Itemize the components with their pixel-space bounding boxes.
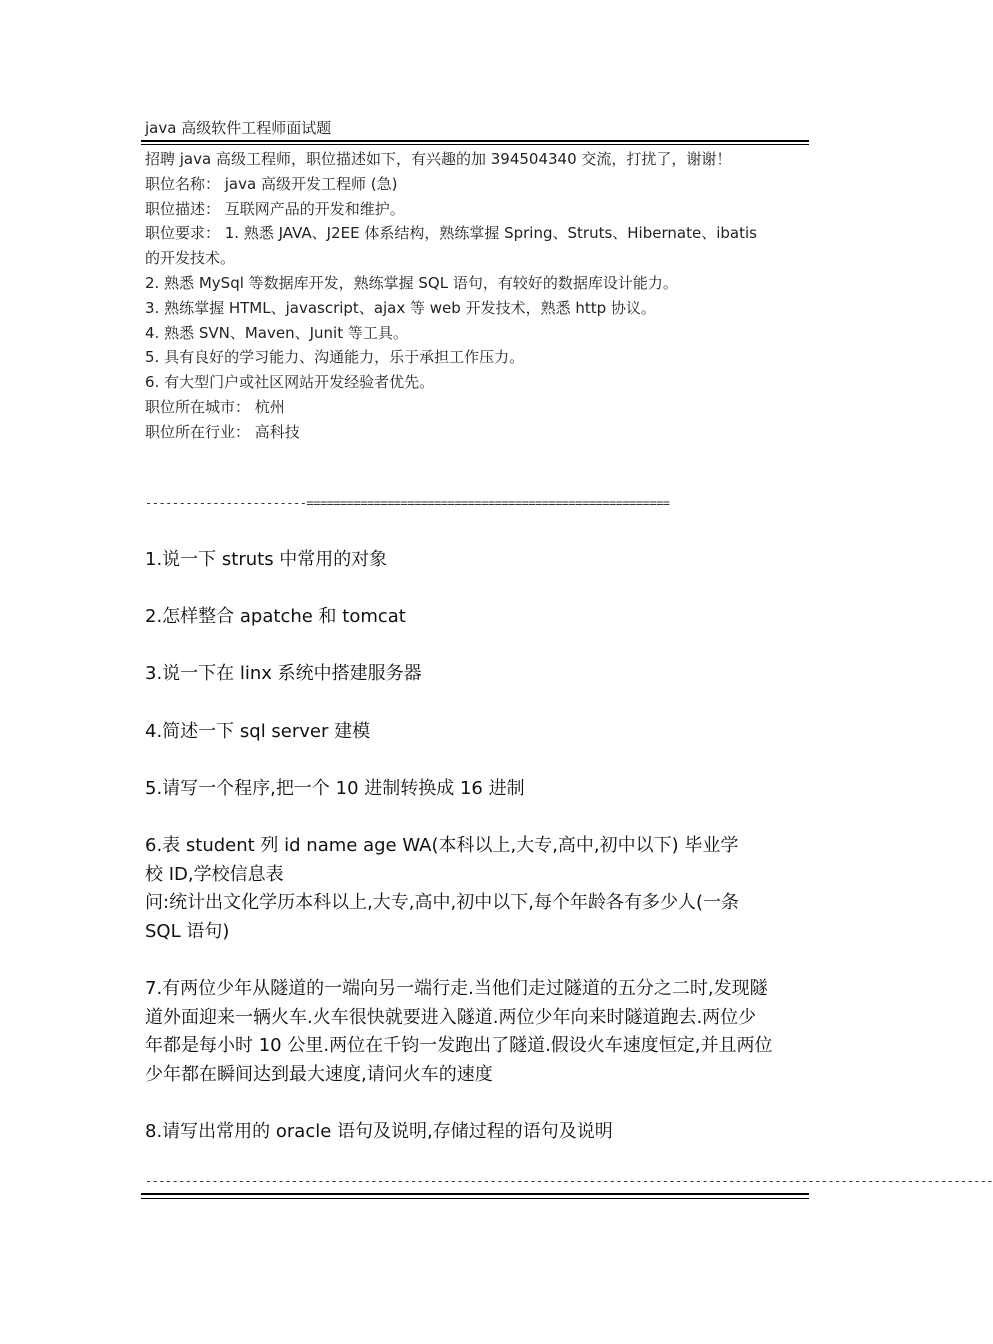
question-line: 5.请写一个程序,把一个 10 进制转换成 16 进制 [145, 777, 525, 799]
job-intro: 招聘 java 高级工程师，职位描述如下，有兴趣的加 394504340 交流，打扰了，谢谢！ [145, 150, 732, 168]
job-requirement-6: 6. 有大型门户或社区网站开发经验者优先。 [145, 373, 435, 392]
job-requirement-2: 2. 熟悉 MySql 等数据库开发，熟练掌握 SQL 语句，有较好的数据库设计能力。 [145, 273, 678, 292]
question-item [145, 660, 810, 689]
question-line: 2.怎样整合 apatche 和 tomcat [145, 606, 406, 628]
question-item [145, 1118, 810, 1147]
question-item [145, 775, 810, 804]
question-line: 3.说一下在 linx 系统中搭建服务器 [145, 663, 422, 685]
question-line: 6.表 student 列 id name age WA(本科以上,大专,高中,初中以下) 毕业学 [145, 834, 739, 856]
question-line: 道外面迎来一辆火车.火车很快就要进入隧道.两位少年向来时隧道跑去.两位少 [145, 1006, 757, 1028]
job-city-line: 职位所在城市： 杭州 [145, 397, 285, 416]
job-posting [145, 147, 810, 445]
question-line: 7.有两位少年从隧道的一端向另一端行走.当他们走过隧道的五分之二时,发现隧 [145, 977, 768, 999]
page-header-title: java 高级软件工程师面试题 [145, 119, 332, 137]
footer-rule-thin [141, 1198, 809, 1199]
header-rule-thick [141, 140, 809, 142]
question-line: 4.简述一下 sql server 建模 [145, 720, 371, 742]
job-requirement-4: 4. 熟悉 SVN、Maven、Junit 等工具。 [145, 323, 408, 342]
job-requirement-5: 5. 具有良好的学习能力、沟通能力，乐于承担工作压力。 [145, 348, 525, 367]
question-line: 少年都在瞬间达到最大速度,请问火车的速度 [145, 1063, 493, 1085]
job-requirement-1-cont: 的开发技术。 [145, 249, 236, 268]
job-requirement-1: 职位要求： 1. 熟悉 JAVA、J2EE 体系结构，熟练掌握 Spring、Struts、Hibernate、ibatis [145, 224, 757, 243]
header-rule-thin [141, 144, 809, 145]
question-item [145, 603, 810, 632]
question-line: 8.请写出常用的 oracle 语句及说明,存储过程的语句及说明 [145, 1120, 613, 1142]
question-item [145, 546, 810, 575]
question-list [145, 546, 810, 1146]
footer-rule-thick [141, 1193, 809, 1195]
question-line: 1.说一下 struts 中常用的对象 [145, 549, 388, 570]
job-industry-line: 职位所在行业： 高科技 [145, 422, 300, 441]
question-item [145, 718, 810, 747]
footer-separator: -------------------------------------------------------------------------------------------------------------------------------- [145, 1174, 993, 1188]
job-title-line: 职位名称： java 高级开发工程师 (急) [145, 174, 398, 193]
question-line: 校 ID,学校信息表 [145, 863, 284, 885]
question-line: 年都是每小时 10 公里.两位在千钧一发跑出了隧道.假设火车速度恒定,并且两位 [145, 1035, 773, 1057]
question-item [145, 975, 810, 1089]
job-description-line: 职位描述： 互联网产品的开发和维护。 [145, 199, 405, 218]
question-item [145, 832, 810, 946]
question-line: 问:统计出文化学历本科以上,大专,高中,初中以下,每个年龄各有多少人(一条 [145, 892, 739, 914]
section-separator: ------------------------====================================================== [145, 496, 670, 510]
job-requirement-3: 3. 熟练掌握 HTML、javascript、ajax 等 web 开发技术，熟悉 http 协议。 [145, 298, 656, 317]
question-line: SQL 语句) [145, 920, 230, 942]
